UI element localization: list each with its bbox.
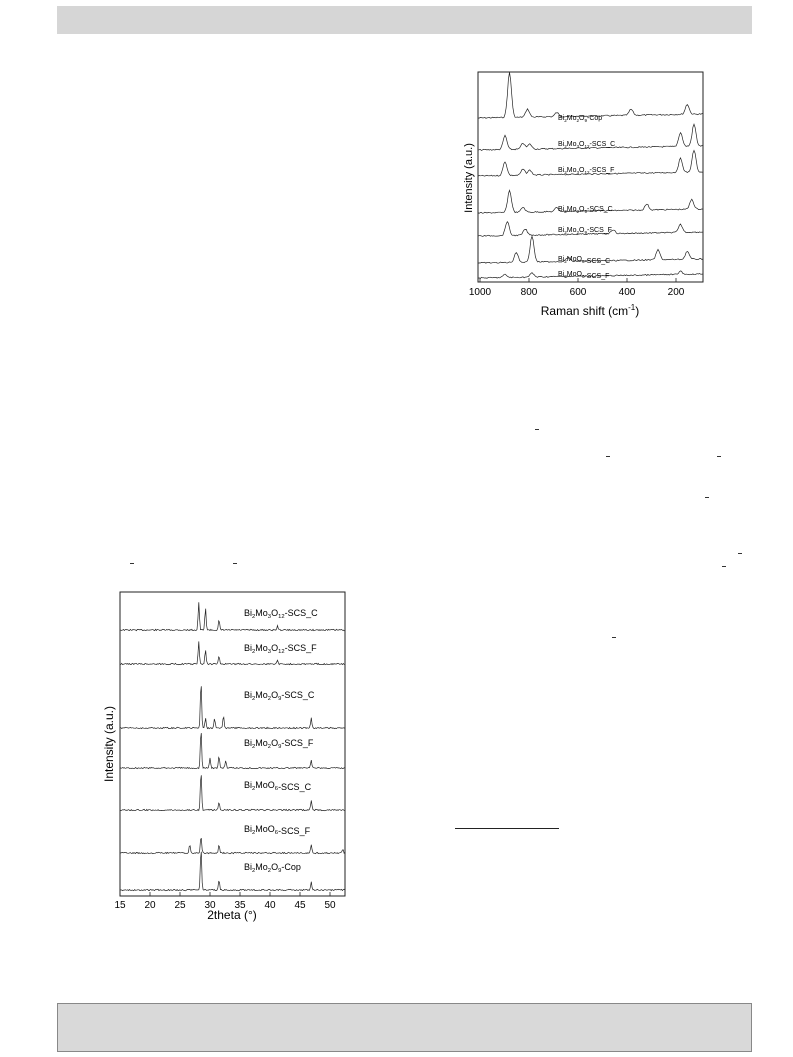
- xrd-tick-label: 50: [324, 900, 336, 911]
- raman-tick-label: 600: [569, 287, 587, 298]
- text-dash-mark: [717, 456, 721, 457]
- text-dash-mark: [738, 553, 742, 554]
- header-band: [57, 6, 752, 34]
- text-dash-mark: [705, 497, 709, 498]
- xrd-tick-label: 20: [144, 900, 156, 911]
- raman-tick-label: 400: [618, 287, 636, 298]
- xrd-tick-label: 25: [174, 900, 186, 911]
- raman-series-label: $Bi_2MoO_6-SCS\_C$: [558, 256, 611, 265]
- text-dash-mark: [722, 566, 726, 567]
- xrd-series-label: $Bi_2MoO_6-SCS\_C$: [244, 780, 312, 792]
- raman-tick-label: 800: [520, 287, 538, 298]
- xrd-series-label: $Bi_2Mo_3O_{12}-SCS\_F$: [244, 643, 317, 655]
- xrd-trace: [120, 852, 345, 891]
- raman-series-labels: [558, 115, 615, 280]
- text-dash-mark: [535, 429, 539, 430]
- xrd-tick-label: 45: [294, 900, 306, 911]
- xrd-series-label: $Bi_2Mo_2O_9-SCS\_C$: [244, 690, 315, 702]
- raman-tick-label: 1000: [468, 287, 492, 298]
- raman-series-label: $Bi_2Mo_2O_9$-Cop: [558, 115, 603, 123]
- raman-x-ticks: [469, 278, 685, 298]
- footnote-rule: [455, 828, 559, 829]
- xrd-figure: [104, 588, 356, 924]
- xrd-tick-label: 15: [114, 900, 126, 911]
- raman-x-axis-label: Raman shift $(cm^{-1})$: [540, 303, 640, 318]
- raman-trace: [478, 72, 703, 118]
- footer-band: [57, 1003, 752, 1052]
- xrd-series-label: $Bi_2Mo_3O_{12}-SCS\_C$: [244, 608, 318, 620]
- raman-series-label: $Bi_2Mo_2O_9-SCS\_F$: [558, 227, 612, 235]
- raman-series-label: $Bi_2Mo_3O_{12}-SCS\_C$: [558, 141, 616, 149]
- xrd-trace: [120, 838, 345, 854]
- text-dash-mark: [130, 563, 134, 564]
- raman-y-axis-label: Intensity (a.u.): [463, 143, 475, 213]
- raman-tick-label: 200: [667, 287, 685, 298]
- text-dash-mark: [233, 563, 237, 564]
- xrd-series-label: $Bi_2Mo_2O_9$-Cop: [244, 862, 301, 874]
- text-dash-mark: [612, 637, 616, 638]
- raman-series-label: $Bi_2Mo_3O_{12}-SCS\_F$: [558, 167, 615, 175]
- xrd-series-label: $Bi_2Mo_2O_9-SCS\_F$: [244, 738, 314, 750]
- raman-series-label: $Bi_2Mo_2O_9-SCS\_C$: [558, 206, 613, 214]
- xrd-tick-label: 40: [264, 900, 276, 911]
- raman-traces: [478, 72, 703, 278]
- xrd-series-label: $Bi_2MoO_6-SCS\_F$: [244, 824, 311, 836]
- xrd-trace: [120, 775, 345, 810]
- xrd-series-labels: [244, 608, 318, 874]
- xrd-tick-label: 30: [204, 900, 216, 911]
- text-dash-mark: [606, 456, 610, 457]
- raman-plot-frame: [478, 72, 703, 282]
- xrd-x-axis-label: 2theta (°): [207, 908, 257, 922]
- xrd-y-axis-label: Intensity (a.u.): [102, 705, 116, 783]
- xrd-tick-label: 35: [234, 900, 246, 911]
- raman-series-label: $Bi_2MoO_6-SCS\_F$: [558, 271, 610, 280]
- raman-figure: [462, 68, 712, 320]
